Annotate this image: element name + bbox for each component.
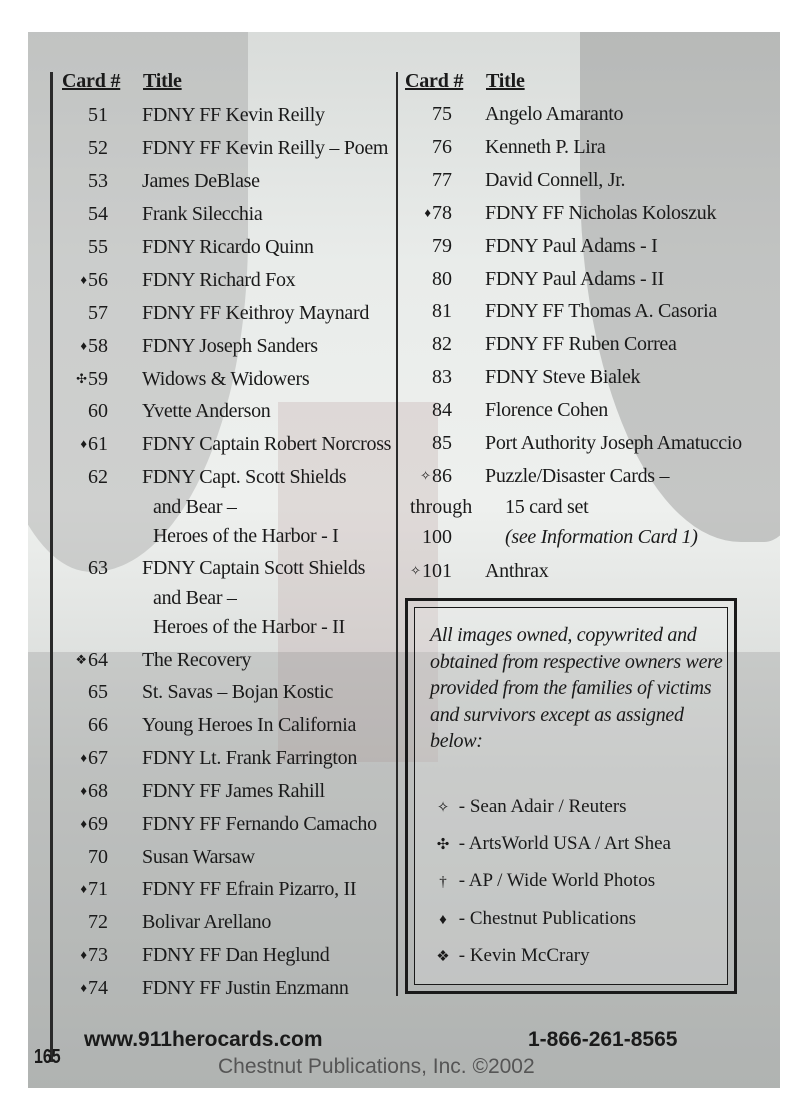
marker-icon: ♦ [80,750,87,765]
left-card-number-text: 72 [88,911,108,933]
left-card-number-text: 70 [88,846,108,868]
left-card-number [58,401,108,421]
left-card-number [58,467,108,487]
left-card-number-text: 53 [88,170,108,192]
marker-icon: ❖ [75,652,87,667]
copyright-text: Chestnut Publications, Inc. ©2002 [218,1055,535,1078]
right-card-title: David Connell, Jr. [485,169,626,191]
left-card-number-text: 56 [88,269,108,291]
marker-icon: ♦ [80,947,87,962]
marker-icon: ♦ [80,338,87,353]
left-card-title: FDNY FF Keithroy Maynard [142,302,370,324]
left-card-number-text: 59 [88,368,108,390]
credit-marker-icon: ✣ [436,837,450,853]
right-card-number-text: 86 [432,465,452,487]
right-card-number-text: through [410,496,473,518]
left-card-title: and Bear – [153,587,237,609]
credit-label: - Kevin McCrary [454,945,590,966]
marker-icon: ♦ [80,272,87,287]
right-card-title: Florence Cohen [485,399,608,421]
credit-marker-icon: ✧ [436,800,450,816]
left-card-number [58,434,108,456]
right-card-title: FDNY Paul Adams - II [485,268,664,290]
left-card-title: Heroes of the Harbor - I [153,525,339,547]
left-card-title: Yvette Anderson [142,400,271,422]
left-card-number [58,369,108,391]
right-card-title: Puzzle/Disaster Cards – [485,465,670,487]
left-card-title: FDNY Joseph Sanders [142,335,318,357]
right-card-number [400,170,452,190]
marker-icon: ♦ [424,205,431,220]
left-card-number [58,105,108,125]
right-card-title: Anthrax [485,560,549,582]
credit-marker-icon: ♦ [439,912,447,928]
right-card-number [400,433,452,453]
left-card-number [58,748,108,770]
left-card-title: and Bear – [153,496,237,518]
credit-label: - ArtsWorld USA / Art Shea [454,833,671,854]
left-card-number-text: 63 [88,557,108,579]
left-card-number [58,781,108,803]
left-card-number [58,237,108,257]
left-card-number-text: 66 [88,714,108,736]
left-card-title: FDNY FF Dan Heglund [142,944,330,966]
right-card-title: FDNY Paul Adams - I [485,235,658,257]
right-card-title: (see Information Card 1) [505,526,698,548]
right-card-number-text: 76 [432,136,452,158]
left-card-number-text: 51 [88,104,108,126]
left-card-number-text: 65 [88,681,108,703]
credit-item [432,796,627,818]
website-link[interactable]: www.911herocards.com [84,1028,323,1051]
left-card-number [58,682,108,702]
left-card-title: Susan Warsaw [142,846,255,868]
credit-marker-icon: † [439,874,447,890]
left-card-title: St. Savas – Bojan Kostic [142,681,334,703]
left-card-title: FDNY Captain Robert Norcross [142,433,392,455]
left-card-number [58,879,108,901]
left-rule [50,72,53,1062]
marker-icon: ✧ [410,563,421,578]
right-card-number [400,367,452,387]
left-card-title: FDNY FF Fernando Camacho [142,813,377,835]
left-card-number [58,715,108,735]
left-card-title: Young Heroes In California [142,714,357,736]
left-card-number [58,171,108,191]
left-card-number-text: 60 [88,400,108,422]
left-card-number-text: 71 [88,878,108,900]
right-card-number [400,301,452,321]
right-card-number [400,236,452,256]
left-card-number [58,945,108,967]
left-card-title: FDNY Captain Scott Shields [142,557,366,579]
left-card-number [58,138,108,158]
credit-marker-icon: ❖ [436,949,450,965]
right-card-title: FDNY Steve Bialek [485,366,641,388]
right-card-title: FDNY FF Ruben Correa [485,333,677,355]
left-card-title: FDNY FF Justin Enzmann [142,977,349,999]
credit-label: - AP / Wide World Photos [454,870,656,891]
right-card-title: 15 card set [505,496,589,518]
credit-item [432,908,636,930]
right-card-number-text: 80 [432,268,452,290]
left-card-number [58,270,108,292]
right-card-number-text: 100 [422,526,452,548]
right-card-number-text: 101 [422,560,452,582]
right-card-number-text: 81 [432,300,452,322]
marker-icon: ✧ [420,468,431,483]
left-card-title: FDNY Ricardo Quinn [142,236,314,258]
left-card-title: Bolivar Arellano [142,911,272,933]
marker-icon: ♦ [80,881,87,896]
left-card-title: FDNY Capt. Scott Shields [142,466,347,488]
left-card-title: FDNY Richard Fox [142,269,296,291]
right-card-title: FDNY FF Nicholas Koloszuk [485,202,717,224]
credit-item [432,833,671,855]
left-card-number-text: 61 [88,433,108,455]
right-card-number [400,527,452,547]
marker-icon: ♦ [80,980,87,995]
right-card-number [410,497,472,517]
left-card-number [58,558,108,578]
credit-label: - Chestnut Publications [454,908,637,929]
right-card-number [400,466,452,488]
left-card-title: Frank Silecchia [142,203,263,225]
left-card-number [58,978,108,1000]
left-card-number-text: 64 [88,649,108,671]
left-card-number-text: 62 [88,466,108,488]
header-title-right: Title [486,70,525,92]
right-card-number [400,104,452,124]
left-card-number [58,847,108,867]
right-card-title: Kenneth P. Lira [485,136,606,158]
page-number: 165 [34,1046,61,1068]
header-title: Title [143,70,182,92]
right-card-number-text: 85 [432,432,452,454]
left-card-number [58,204,108,224]
right-card-title: Port Authority Joseph Amatuccio [485,432,742,454]
header-card-number: Card # [62,70,121,92]
marker-icon: ♦ [80,783,87,798]
left-card-title: FDNY FF Kevin Reilly [142,104,325,126]
left-card-number-text: 54 [88,203,108,225]
credit-label: - Sean Adair / Reuters [454,796,627,817]
left-card-title: James DeBlase [142,170,260,192]
left-card-title: FDNY Lt. Frank Farrington [142,747,358,769]
left-card-number-text: 69 [88,813,108,835]
left-card-title: Widows & Widowers [142,368,310,390]
right-card-number [400,137,452,157]
right-card-number [400,561,452,583]
image-rights-note: All images owned, copywrited and obtained from respective owners were provided from the families of victims and survivors except as assigned below: [430,624,723,752]
right-card-number [400,203,452,225]
right-card-number-text: 82 [432,333,452,355]
left-card-number-text: 67 [88,747,108,769]
left-card-number-text: 68 [88,780,108,802]
left-card-title: FDNY FF Kevin Reilly – Poem [142,137,389,159]
left-card-number [58,912,108,932]
right-card-number [400,334,452,354]
marker-icon: ♦ [80,816,87,831]
marker-icon: ✣ [76,371,87,386]
right-card-number-text: 83 [432,366,452,388]
left-card-title: FDNY FF James Rahill [142,780,325,802]
left-card-number-text: 52 [88,137,108,159]
left-card-number [58,336,108,358]
left-card-title: The Recovery [142,649,252,671]
left-card-number [58,814,108,836]
right-card-number-text: 75 [432,103,452,125]
credit-item [432,870,655,892]
left-card-number-text: 55 [88,236,108,258]
left-card-number-text: 57 [88,302,108,324]
left-card-number-text: 58 [88,335,108,357]
left-card-number-text: 73 [88,944,108,966]
right-card-number [400,269,452,289]
left-card-number [58,303,108,323]
left-card-number-text: 74 [88,977,108,999]
right-card-number-text: 78 [432,202,452,224]
marker-icon: ♦ [80,436,87,451]
credit-item [432,945,590,967]
right-card-number-text: 77 [432,169,452,191]
column-divider [396,72,398,996]
right-card-number-text: 79 [432,235,452,257]
left-card-title: Heroes of the Harbor - II [153,616,345,638]
right-card-title: FDNY FF Thomas A. Casoria [485,300,717,322]
phone-number: 1-866-261-8565 [528,1028,678,1051]
right-card-number [400,400,452,420]
right-card-number-text: 84 [432,399,452,421]
left-card-title: FDNY FF Efrain Pizarro, II [142,878,357,900]
left-card-number [58,650,108,672]
header-card-number-right: Card # [405,70,464,92]
right-card-title: Angelo Amaranto [485,103,624,125]
